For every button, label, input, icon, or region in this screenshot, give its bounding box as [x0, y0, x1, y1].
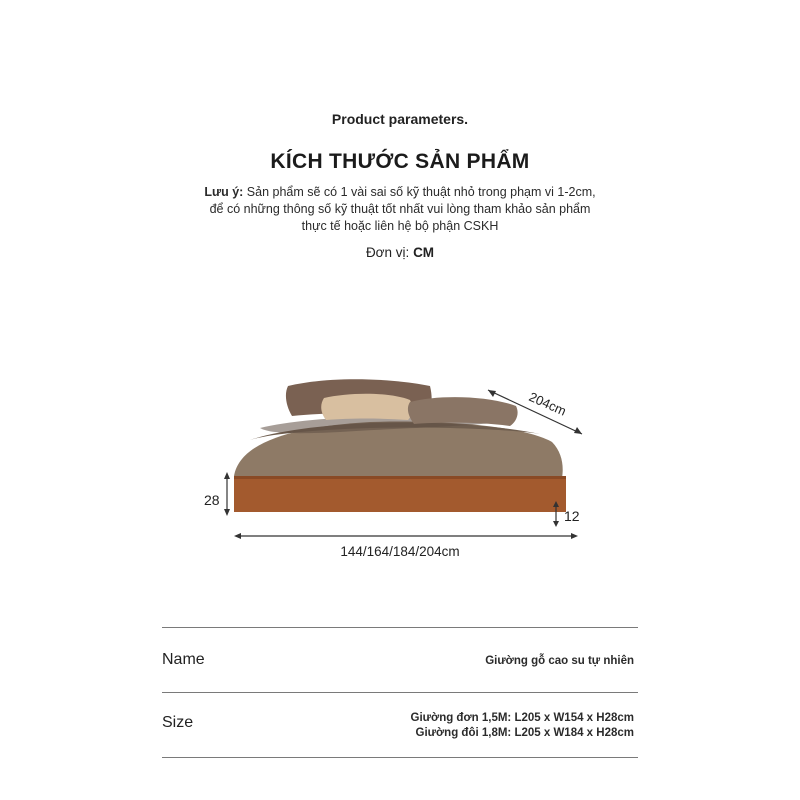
unit-value: CM: [413, 245, 435, 260]
note-line-2: để có những thông số kỹ thuật tốt nhất vui lòng tham khảo sản phẩm: [209, 202, 591, 216]
height-arrow-top: [224, 472, 230, 479]
base-arrow-bottom: [553, 521, 559, 527]
note-line-1: [0, 184, 800, 201]
unit-line: [0, 245, 800, 260]
spec-value-name: [485, 654, 634, 669]
bed-frame-front: [234, 476, 566, 512]
base-label: 12: [564, 508, 580, 524]
spec-label-name: Name: [162, 651, 205, 668]
pillow-cream: [321, 394, 412, 420]
note-text-1: Sản phẩm sẽ có 1 vài sai số kỹ thuật nhỏ trong phạm vi 1-2cm,: [243, 185, 596, 199]
spec-value-line: Giường gỗ cao su tự nhiên: [485, 655, 634, 667]
section-subtitle: Product parameters.: [331, 111, 469, 127]
note-line-3: thực tế hoặc liên hệ bộ phận CSKH: [301, 219, 499, 233]
unit-label: Đơn vị:: [365, 245, 414, 260]
width-label: 144/164/184/204cm: [340, 544, 460, 559]
disclaimer-note: [0, 184, 800, 235]
page-title: KÍCH THƯỚC SẢN PHẨM: [270, 150, 530, 173]
width-arrow-left: [234, 533, 241, 539]
height-arrow-bottom: [224, 509, 230, 516]
spec-value-line: Giường đơn 1,5M: L205 x W154 x H28cm: [410, 712, 634, 724]
pillow-right: [408, 397, 518, 426]
spec-value-size: [411, 711, 634, 741]
table-rule-middle: [162, 692, 638, 693]
bed-frame-shade: [234, 476, 566, 479]
bed-dimension-figure: [190, 372, 600, 562]
note-label: Lưu ý:: [204, 185, 244, 199]
height-label: 28: [204, 492, 220, 508]
spec-value-line: Giường đôi 1,8M: L205 x W184 x H28cm: [415, 727, 634, 739]
table-rule-top: [162, 627, 638, 628]
depth-label: 204cm: [526, 389, 569, 419]
width-arrow-right: [571, 533, 578, 539]
table-rule-bottom: [162, 757, 638, 758]
spec-label-size: Size: [162, 714, 194, 731]
